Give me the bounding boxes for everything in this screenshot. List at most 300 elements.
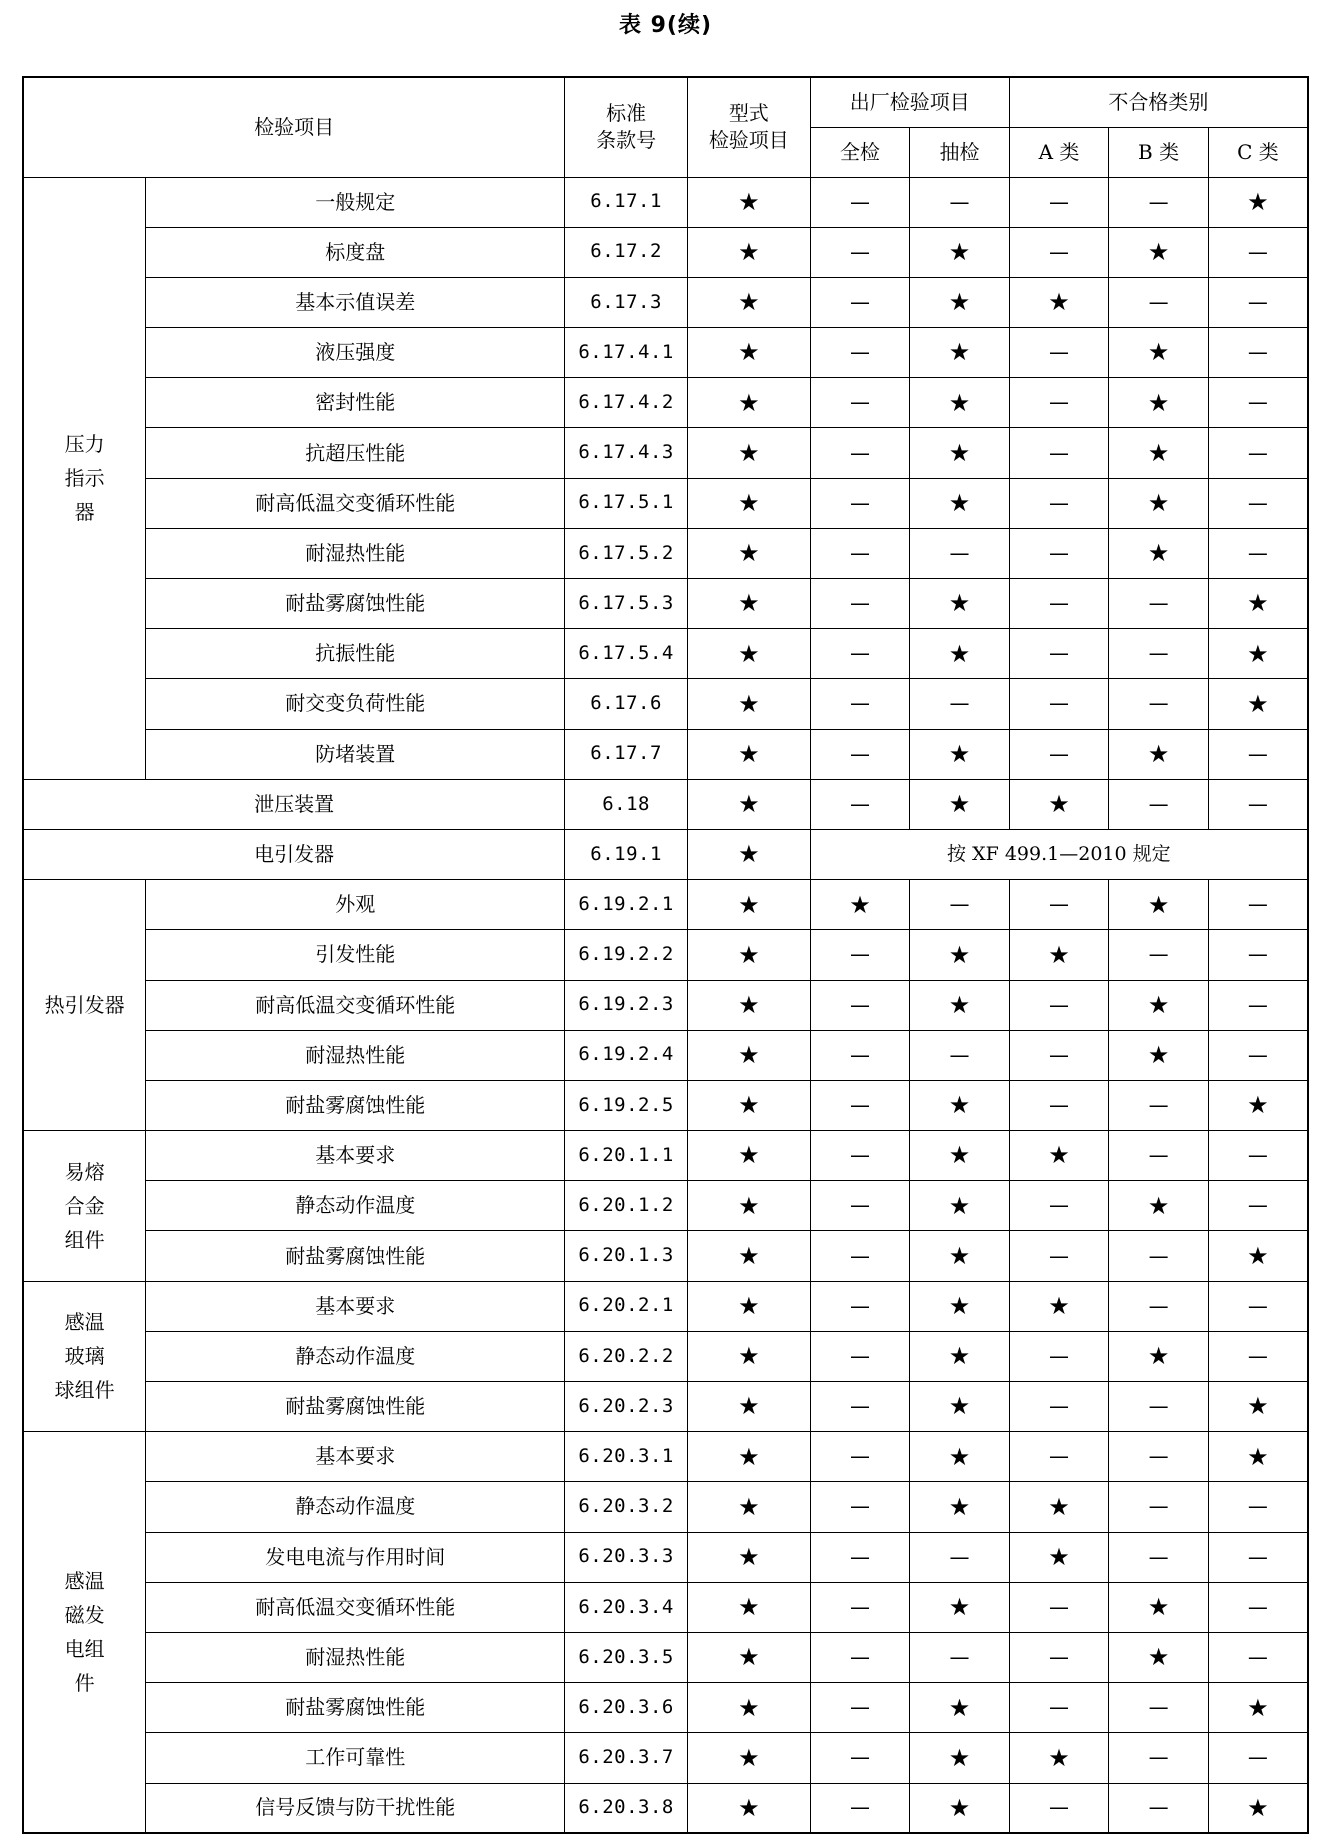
item-cell: 静态动作温度 <box>146 1331 565 1381</box>
table-header <box>23 77 1308 177</box>
star-mark: ★ <box>687 1432 810 1482</box>
dash-mark: — <box>1208 227 1308 277</box>
star-mark: ★ <box>687 1331 810 1381</box>
dash-mark: — <box>1009 528 1109 578</box>
item-cell: 耐湿热性能 <box>146 528 565 578</box>
item-cell: 耐盐雾腐蚀性能 <box>146 1080 565 1130</box>
table-row <box>23 277 1308 327</box>
merged-note-cell: 按 XF 499.1—2010 规定 <box>810 829 1308 879</box>
header-full: 全检 <box>810 127 910 177</box>
star-mark: ★ <box>687 1382 810 1432</box>
star-mark: ★ <box>910 378 1010 428</box>
dash-mark: — <box>1109 1131 1209 1181</box>
table-row <box>23 980 1308 1030</box>
star-mark: ★ <box>910 1131 1010 1181</box>
dash-mark: — <box>1109 679 1209 729</box>
clause-cell: 6.20.3.8 <box>565 1783 688 1833</box>
clause-cell: 6.17.5.4 <box>565 629 688 679</box>
star-mark: ★ <box>910 1181 1010 1231</box>
dash-mark: — <box>910 880 1010 930</box>
dash-mark: — <box>1208 1030 1308 1080</box>
clause-cell: 6.20.3.6 <box>565 1683 688 1733</box>
dash-mark: — <box>1109 277 1209 327</box>
star-mark: ★ <box>1009 1733 1109 1783</box>
item-cell: 泄压装置 <box>23 779 565 829</box>
item-cell: 发电电流与作用时间 <box>146 1532 565 1582</box>
star-mark: ★ <box>1208 579 1308 629</box>
clause-cell: 6.19.2.4 <box>565 1030 688 1080</box>
dash-mark: — <box>1009 1231 1109 1281</box>
dash-mark: — <box>1009 1181 1109 1231</box>
star-mark: ★ <box>687 1482 810 1532</box>
star-mark: ★ <box>1208 629 1308 679</box>
table-row <box>23 1080 1308 1130</box>
star-mark: ★ <box>687 378 810 428</box>
dash-mark: — <box>1009 880 1109 930</box>
clause-cell: 6.20.1.1 <box>565 1131 688 1181</box>
star-mark: ★ <box>910 1231 1010 1281</box>
star-mark: ★ <box>910 478 1010 528</box>
dash-mark: — <box>810 1030 910 1080</box>
star-mark: ★ <box>910 779 1010 829</box>
dash-mark: — <box>1109 1733 1209 1783</box>
header-nonconformity: 不合格类别 <box>1009 77 1308 127</box>
item-cell: 耐湿热性能 <box>146 1632 565 1682</box>
item-cell: 信号反馈与防干扰性能 <box>146 1783 565 1833</box>
star-mark: ★ <box>1109 729 1209 779</box>
table-row <box>23 880 1308 930</box>
dash-mark: — <box>1208 1131 1308 1181</box>
star-mark: ★ <box>687 428 810 478</box>
dash-mark: — <box>1208 1482 1308 1532</box>
dash-mark: — <box>810 779 910 829</box>
dash-mark: — <box>1009 579 1109 629</box>
header-clause-text: 标准 条款号 <box>596 101 657 153</box>
dash-mark: — <box>1109 1783 1209 1833</box>
table-row <box>23 579 1308 629</box>
clause-cell: 6.17.2 <box>565 227 688 277</box>
star-mark: ★ <box>910 1482 1010 1532</box>
star-mark: ★ <box>1109 1331 1209 1381</box>
dash-mark: — <box>1208 328 1308 378</box>
clause-cell: 6.20.3.4 <box>565 1582 688 1632</box>
group-cell <box>23 1131 146 1282</box>
table-row <box>23 1030 1308 1080</box>
clause-cell: 6.19.2.2 <box>565 930 688 980</box>
item-cell: 耐盐雾腐蚀性能 <box>146 1683 565 1733</box>
dash-mark: — <box>1208 930 1308 980</box>
table-row <box>23 1382 1308 1432</box>
dash-mark: — <box>810 1783 910 1833</box>
dash-mark: — <box>1009 1582 1109 1632</box>
item-cell: 耐交变负荷性能 <box>146 679 565 729</box>
dash-mark: — <box>1009 1080 1109 1130</box>
dash-mark: — <box>1109 579 1209 629</box>
dash-mark: — <box>910 679 1010 729</box>
dash-mark: — <box>810 227 910 277</box>
dash-mark: — <box>1009 1683 1109 1733</box>
group-cell <box>23 1281 146 1432</box>
dash-mark: — <box>810 1382 910 1432</box>
item-cell: 耐高低温交变循环性能 <box>146 980 565 1030</box>
dash-mark: — <box>1009 478 1109 528</box>
table-row <box>23 428 1308 478</box>
star-mark: ★ <box>687 1080 810 1130</box>
star-mark: ★ <box>910 1080 1010 1130</box>
star-mark: ★ <box>1109 328 1209 378</box>
item-cell: 耐高低温交变循环性能 <box>146 478 565 528</box>
star-mark: ★ <box>1208 679 1308 729</box>
dash-mark: — <box>1109 1532 1209 1582</box>
dash-mark: — <box>1109 1382 1209 1432</box>
item-cell: 外观 <box>146 880 565 930</box>
item-cell: 静态动作温度 <box>146 1181 565 1231</box>
star-mark: ★ <box>910 428 1010 478</box>
item-cell: 液压强度 <box>146 328 565 378</box>
dash-mark: — <box>1009 1432 1109 1482</box>
item-cell: 基本要求 <box>146 1281 565 1331</box>
star-mark: ★ <box>687 1733 810 1783</box>
clause-cell: 6.17.5.2 <box>565 528 688 578</box>
dash-mark: — <box>810 1632 910 1682</box>
dash-mark: — <box>810 378 910 428</box>
star-mark: ★ <box>687 1181 810 1231</box>
item-cell: 基本示值误差 <box>146 277 565 327</box>
dash-mark: — <box>1109 930 1209 980</box>
clause-cell: 6.17.5.1 <box>565 478 688 528</box>
star-mark: ★ <box>687 528 810 578</box>
dash-mark: — <box>1009 1632 1109 1682</box>
star-mark: ★ <box>687 930 810 980</box>
clause-cell: 6.20.1.3 <box>565 1231 688 1281</box>
inspection-table <box>22 76 1309 1834</box>
dash-mark: — <box>810 1482 910 1532</box>
dash-mark: — <box>1208 1733 1308 1783</box>
group-cell <box>23 177 146 779</box>
dash-mark: — <box>1009 177 1109 227</box>
dash-mark: — <box>1208 779 1308 829</box>
clause-cell: 6.17.1 <box>565 177 688 227</box>
table-row <box>23 679 1308 729</box>
star-mark: ★ <box>1009 779 1109 829</box>
item-cell: 基本要求 <box>146 1131 565 1181</box>
star-mark: ★ <box>687 1532 810 1582</box>
dash-mark: — <box>810 980 910 1030</box>
star-mark: ★ <box>910 930 1010 980</box>
star-mark: ★ <box>1109 227 1209 277</box>
item-cell: 标度盘 <box>146 227 565 277</box>
clause-cell: 6.20.3.2 <box>565 1482 688 1532</box>
dash-mark: — <box>1109 629 1209 679</box>
star-mark: ★ <box>1109 1582 1209 1632</box>
dash-mark: — <box>1109 779 1209 829</box>
dash-mark: — <box>1208 428 1308 478</box>
table-row <box>23 829 1308 879</box>
star-mark: ★ <box>910 1733 1010 1783</box>
dash-mark: — <box>1109 1432 1209 1482</box>
item-cell: 抗振性能 <box>146 629 565 679</box>
header-factory: 出厂检验项目 <box>810 77 1009 127</box>
star-mark: ★ <box>910 980 1010 1030</box>
dash-mark: — <box>1208 1532 1308 1582</box>
table-row <box>23 227 1308 277</box>
dash-mark: — <box>810 1181 910 1231</box>
star-mark: ★ <box>687 579 810 629</box>
dash-mark: — <box>1009 378 1109 428</box>
table-row <box>23 1181 1308 1231</box>
item-cell: 引发性能 <box>146 930 565 980</box>
table-row <box>23 1783 1308 1833</box>
item-cell: 电引发器 <box>23 829 565 879</box>
dash-mark: — <box>1208 980 1308 1030</box>
dash-mark: — <box>910 1632 1010 1682</box>
star-mark: ★ <box>687 779 810 829</box>
clause-cell: 6.17.4.1 <box>565 328 688 378</box>
item-cell: 耐盐雾腐蚀性能 <box>146 579 565 629</box>
item-cell: 耐高低温交变循环性能 <box>146 1582 565 1632</box>
header-type-test-text: 型式 检验项目 <box>708 101 789 153</box>
dash-mark: — <box>910 1532 1010 1582</box>
dash-mark: — <box>810 1281 910 1331</box>
clause-cell: 6.17.6 <box>565 679 688 729</box>
group-label: 热引发器 <box>44 993 125 1018</box>
clause-cell: 6.17.4.3 <box>565 428 688 478</box>
table-row <box>23 378 1308 428</box>
star-mark: ★ <box>687 277 810 327</box>
dash-mark: — <box>810 1331 910 1381</box>
star-mark: ★ <box>687 478 810 528</box>
star-mark: ★ <box>687 1783 810 1833</box>
star-mark: ★ <box>687 980 810 1030</box>
item-cell: 工作可靠性 <box>146 1733 565 1783</box>
clause-cell: 6.17.4.2 <box>565 378 688 428</box>
dash-mark: — <box>810 177 910 227</box>
dash-mark: — <box>1109 1683 1209 1733</box>
clause-cell: 6.18 <box>565 779 688 829</box>
dash-mark: — <box>1009 679 1109 729</box>
table-row <box>23 1683 1308 1733</box>
dash-mark: — <box>810 579 910 629</box>
header-sample: 抽检 <box>910 127 1010 177</box>
star-mark: ★ <box>910 1281 1010 1331</box>
clause-cell: 6.20.2.1 <box>565 1281 688 1331</box>
header-b: B 类 <box>1109 127 1209 177</box>
header-a: A 类 <box>1009 127 1109 177</box>
star-mark: ★ <box>1208 1080 1308 1130</box>
dash-mark: — <box>810 930 910 980</box>
clause-cell: 6.17.5.3 <box>565 579 688 629</box>
star-mark: ★ <box>1009 1482 1109 1532</box>
table-row <box>23 779 1308 829</box>
star-mark: ★ <box>910 1432 1010 1482</box>
star-mark: ★ <box>687 1632 810 1682</box>
star-mark: ★ <box>910 1783 1010 1833</box>
clause-cell: 6.20.3.3 <box>565 1532 688 1582</box>
dash-mark: — <box>1109 1482 1209 1532</box>
star-mark: ★ <box>1109 478 1209 528</box>
dash-mark: — <box>1109 177 1209 227</box>
clause-cell: 6.19.2.5 <box>565 1080 688 1130</box>
dash-mark: — <box>1009 428 1109 478</box>
star-mark: ★ <box>687 1231 810 1281</box>
star-mark: ★ <box>1109 378 1209 428</box>
star-mark: ★ <box>910 579 1010 629</box>
star-mark: ★ <box>1009 930 1109 980</box>
dash-mark: — <box>810 1131 910 1181</box>
star-mark: ★ <box>1208 177 1308 227</box>
star-mark: ★ <box>1109 880 1209 930</box>
dash-mark: — <box>810 1432 910 1482</box>
star-mark: ★ <box>1208 1432 1308 1482</box>
dash-mark: — <box>910 177 1010 227</box>
header-type-test <box>687 77 810 177</box>
star-mark: ★ <box>910 277 1010 327</box>
dash-mark: — <box>810 679 910 729</box>
clause-cell: 6.19.2.3 <box>565 980 688 1030</box>
group-label: 压力 指示 器 <box>64 432 105 525</box>
item-cell: 基本要求 <box>146 1432 565 1482</box>
dash-mark: — <box>1208 277 1308 327</box>
star-mark: ★ <box>687 880 810 930</box>
item-cell: 静态动作温度 <box>146 1482 565 1532</box>
table-row <box>23 1532 1308 1582</box>
star-mark: ★ <box>1208 1783 1308 1833</box>
dash-mark: — <box>810 1080 910 1130</box>
table-row <box>23 1432 1308 1482</box>
star-mark: ★ <box>687 1281 810 1331</box>
dash-mark: — <box>1208 378 1308 428</box>
star-mark: ★ <box>1109 428 1209 478</box>
star-mark: ★ <box>1109 1632 1209 1682</box>
star-mark: ★ <box>687 1131 810 1181</box>
dash-mark: — <box>1009 729 1109 779</box>
table-row <box>23 1331 1308 1381</box>
dash-mark: — <box>1208 1582 1308 1632</box>
item-cell: 抗超压性能 <box>146 428 565 478</box>
item-cell: 耐湿热性能 <box>146 1030 565 1080</box>
table-row <box>23 1281 1308 1331</box>
dash-mark: — <box>1208 1331 1308 1381</box>
dash-mark: — <box>1009 1331 1109 1381</box>
dash-mark: — <box>810 1231 910 1281</box>
header-clause <box>565 77 688 177</box>
table-row <box>23 930 1308 980</box>
star-mark: ★ <box>1009 1532 1109 1582</box>
star-mark: ★ <box>910 227 1010 277</box>
dash-mark: — <box>1208 1632 1308 1682</box>
star-mark: ★ <box>1109 980 1209 1030</box>
group-cell <box>23 1432 146 1834</box>
item-cell: 耐盐雾腐蚀性能 <box>146 1382 565 1432</box>
dash-mark: — <box>1208 1181 1308 1231</box>
star-mark: ★ <box>687 177 810 227</box>
table-row <box>23 1582 1308 1632</box>
star-mark: ★ <box>1208 1231 1308 1281</box>
star-mark: ★ <box>910 1582 1010 1632</box>
dash-mark: — <box>1208 478 1308 528</box>
dash-mark: — <box>1109 1231 1209 1281</box>
table-row <box>23 1482 1308 1532</box>
dash-mark: — <box>1009 328 1109 378</box>
dash-mark: — <box>810 1733 910 1783</box>
table-row <box>23 528 1308 578</box>
clause-cell: 6.17.3 <box>565 277 688 327</box>
star-mark: ★ <box>810 880 910 930</box>
clause-cell: 6.20.3.1 <box>565 1432 688 1482</box>
dash-mark: — <box>810 528 910 578</box>
header-item: 检验项目 <box>23 77 565 177</box>
dash-mark: — <box>1009 1030 1109 1080</box>
star-mark: ★ <box>687 679 810 729</box>
star-mark: ★ <box>1009 277 1109 327</box>
clause-cell: 6.20.2.3 <box>565 1382 688 1432</box>
dash-mark: — <box>910 528 1010 578</box>
table-title: 表 9(续) <box>618 13 713 38</box>
dash-mark: — <box>1009 227 1109 277</box>
dash-mark: — <box>1208 880 1308 930</box>
star-mark: ★ <box>1208 1382 1308 1432</box>
clause-cell: 6.20.3.7 <box>565 1733 688 1783</box>
dash-mark: — <box>1109 1080 1209 1130</box>
dash-mark: — <box>810 629 910 679</box>
item-cell: 防堵装置 <box>146 729 565 779</box>
item-cell: 一般规定 <box>146 177 565 227</box>
table-body <box>23 177 1308 1833</box>
dash-mark: — <box>1009 629 1109 679</box>
star-mark: ★ <box>910 629 1010 679</box>
dash-mark: — <box>810 328 910 378</box>
star-mark: ★ <box>910 729 1010 779</box>
star-mark: ★ <box>687 629 810 679</box>
clause-cell: 6.17.7 <box>565 729 688 779</box>
star-mark: ★ <box>910 1683 1010 1733</box>
group-cell <box>23 880 146 1131</box>
star-mark: ★ <box>1208 1683 1308 1733</box>
dash-mark: — <box>1208 729 1308 779</box>
star-mark: ★ <box>1109 1030 1209 1080</box>
star-mark: ★ <box>687 829 810 879</box>
star-mark: ★ <box>687 1683 810 1733</box>
clause-cell: 6.20.1.2 <box>565 1181 688 1231</box>
clause-cell: 6.19.1 <box>565 829 688 879</box>
clause-cell: 6.20.2.2 <box>565 1331 688 1381</box>
star-mark: ★ <box>1009 1281 1109 1331</box>
item-cell: 密封性能 <box>146 378 565 428</box>
dash-mark: — <box>1208 1281 1308 1331</box>
dash-mark: — <box>810 277 910 327</box>
table-row <box>23 177 1308 227</box>
dash-mark: — <box>810 1582 910 1632</box>
dash-mark: — <box>1009 980 1109 1030</box>
star-mark: ★ <box>687 1582 810 1632</box>
dash-mark: — <box>1208 528 1308 578</box>
dash-mark: — <box>910 1030 1010 1080</box>
dash-mark: — <box>810 478 910 528</box>
star-mark: ★ <box>687 227 810 277</box>
group-label: 易熔 合金 组件 <box>64 1159 105 1252</box>
table-row <box>23 478 1308 528</box>
dash-mark: — <box>810 1532 910 1582</box>
star-mark: ★ <box>910 1382 1010 1432</box>
dash-mark: — <box>810 729 910 779</box>
star-mark: ★ <box>687 328 810 378</box>
star-mark: ★ <box>687 1030 810 1080</box>
header-c: C 类 <box>1208 127 1308 177</box>
star-mark: ★ <box>1109 1181 1209 1231</box>
star-mark: ★ <box>910 328 1010 378</box>
star-mark: ★ <box>687 729 810 779</box>
table-row <box>23 729 1308 779</box>
